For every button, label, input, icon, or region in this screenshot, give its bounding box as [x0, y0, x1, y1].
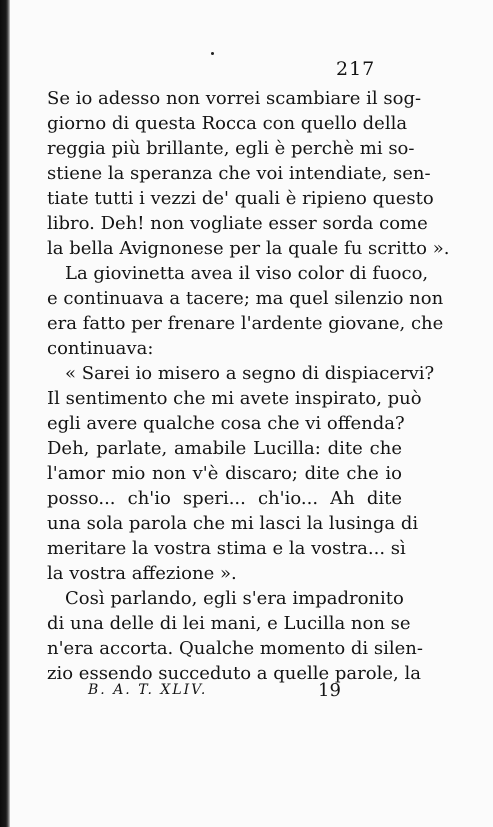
gathering-number: 19 [318, 680, 341, 701]
text-line: era fatto per frenare l'ardente giovane, che [47, 313, 444, 334]
ink-dot [211, 52, 214, 55]
text-line: egli avere qualche cosa che vi offenda? [47, 413, 405, 434]
text-line: tiate tutti i vezzi de' quali è ripieno questo [47, 188, 434, 209]
text-line: posso... ch'io speri... ch'io... Ah dite [47, 488, 402, 509]
text-line: la bella Avignonese per la quale fu scritto ». [47, 238, 450, 259]
text-line: una sola parola che mi lasci la lusinga di [47, 513, 419, 534]
text-line: l'amor mio non v'è discaro; dite che io [47, 463, 402, 484]
page-number: 217 [336, 58, 376, 80]
text-line: di una delle di lei mani, e Lucilla non se [47, 613, 411, 634]
text-line: giorno di questa Rocca con quello della [47, 113, 408, 134]
text-line: Il sentimento che mi avete inspirato, può [47, 388, 422, 409]
text-line: zio essendo succeduto a quelle parole, la [47, 663, 421, 684]
text-line: e continuava a tacere; ma quel silenzio non [47, 288, 444, 309]
text-line: continuava: [47, 338, 154, 359]
text-line: stiene la speranza che voi intendiate, sen- [47, 163, 431, 184]
binding-edge [0, 0, 10, 827]
text-line: reggia più brillante, egli è perchè mi so- [47, 138, 415, 159]
text-line: meritare la vostra stima e la vostra... sì [47, 538, 406, 559]
text-line: La giovinetta avea il viso color di fuoco, [65, 263, 429, 284]
text-line: « Sarei io misero a segno di dispiacervi? [65, 363, 435, 384]
text-line: Così parlando, egli s'era impadronito [65, 588, 404, 609]
text-line: Se io adesso non vorrei scambiare il sog- [47, 88, 422, 109]
text-line: n'era accorta. Qualche momento di silen- [47, 638, 423, 659]
text-line: libro. Deh! non vogliate esser sorda come [47, 213, 428, 234]
text-line: Deh, parlate, amabile Lucilla: dite che [47, 438, 402, 459]
signature-mark: B. A. T. XLIV. [88, 682, 208, 698]
text-line: la vostra affezione ». [47, 563, 237, 584]
